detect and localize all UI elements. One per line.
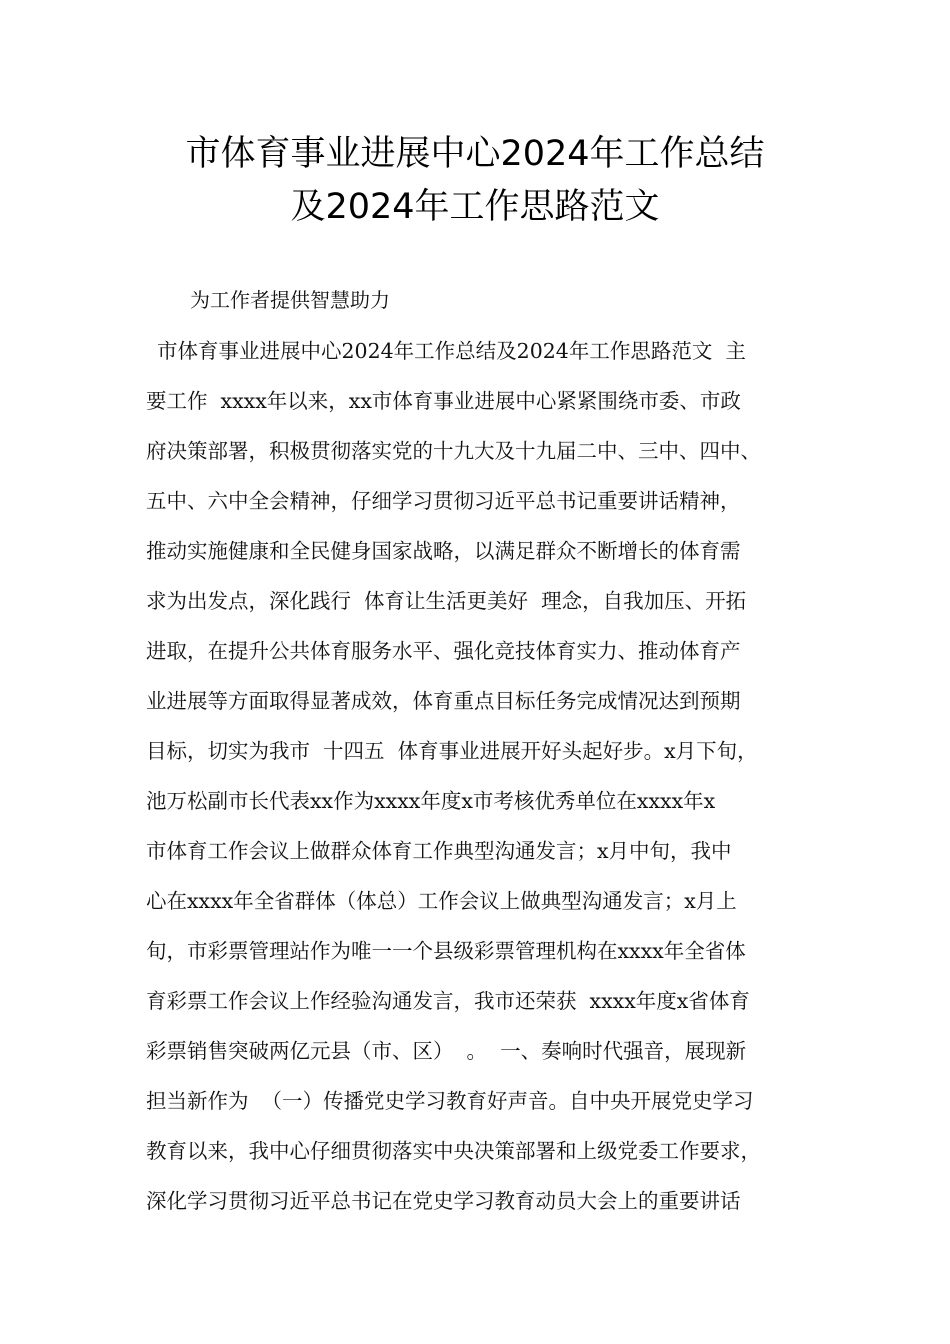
body-line: 心在xxxx年全省群体（体总）工作会议上做典型沟通发言；x月上 xyxy=(146,889,737,913)
body-line: 进取，在提升公共体育服务水平、强化竞技体育实力、推动体育产 xyxy=(146,639,741,663)
body-line: 目标，切实为我市 十四五 体育事业进展开好头起好步。x月下旬， xyxy=(146,739,758,763)
body-line: 市体育事业进展中心2024年工作总结及2024年工作思路范文 主 xyxy=(157,339,746,363)
body-line: 教育以来，我中心仔细贯彻落实中央决策部署和上级党委工作要求， xyxy=(146,1139,761,1163)
body-line: 市体育工作会议上做群众体育工作典型沟通发言；x月中旬，我中 xyxy=(146,839,732,863)
body-line: 彩票销售突破两亿元县（市、区） 。 一、奏响时代强音，展现新 xyxy=(146,1039,747,1063)
body-line: 深化学习贯彻习近平总书记在党史学习教育动员大会上的重要讲话 xyxy=(146,1189,741,1213)
body-line: 五中、六中全会精神，仔细学习贯彻习近平总书记重要讲话精神， xyxy=(146,489,741,513)
body-line: 池万松副市长代表xx作为xxxx年度x市考核优秀单位在xxxx年x xyxy=(146,789,716,813)
body-line: 求为出发点，深化践行 体育让生活更美好 理念，自我加压、开拓 xyxy=(146,589,747,613)
document-title-line-2: 及2024年工作思路范文 xyxy=(290,187,660,227)
body-line: 业进展等方面取得显著成效，体育重点目标任务完成情况达到预期 xyxy=(146,689,741,713)
body-line: 担当新作为 （一）传播党史学习教育好声音。自中央开展党史学习 xyxy=(146,1089,754,1113)
body-line: 府决策部署，积极贯彻落实党的十九大及十九届二中、三中、四中、 xyxy=(146,439,761,463)
body-line: 旬，市彩票管理站作为唯一一个县级彩票管理机构在xxxx年全省体 xyxy=(146,939,746,963)
body-line: 要工作 xxxx年以来，xx市体育事业进展中心紧紧围绕市委、市政 xyxy=(146,389,741,413)
body-line: 推动实施健康和全民健身国家战略，以满足群众不断增长的体育需 xyxy=(146,539,741,563)
document-subtitle: 为工作者提供智慧助力 xyxy=(190,288,390,312)
document-title-line-1: 市体育事业进展中心2024年工作总结 xyxy=(185,134,765,174)
body-line: 育彩票工作会议上作经验沟通发言，我市还荣获 xxxx年度x省体育 xyxy=(146,989,750,1013)
